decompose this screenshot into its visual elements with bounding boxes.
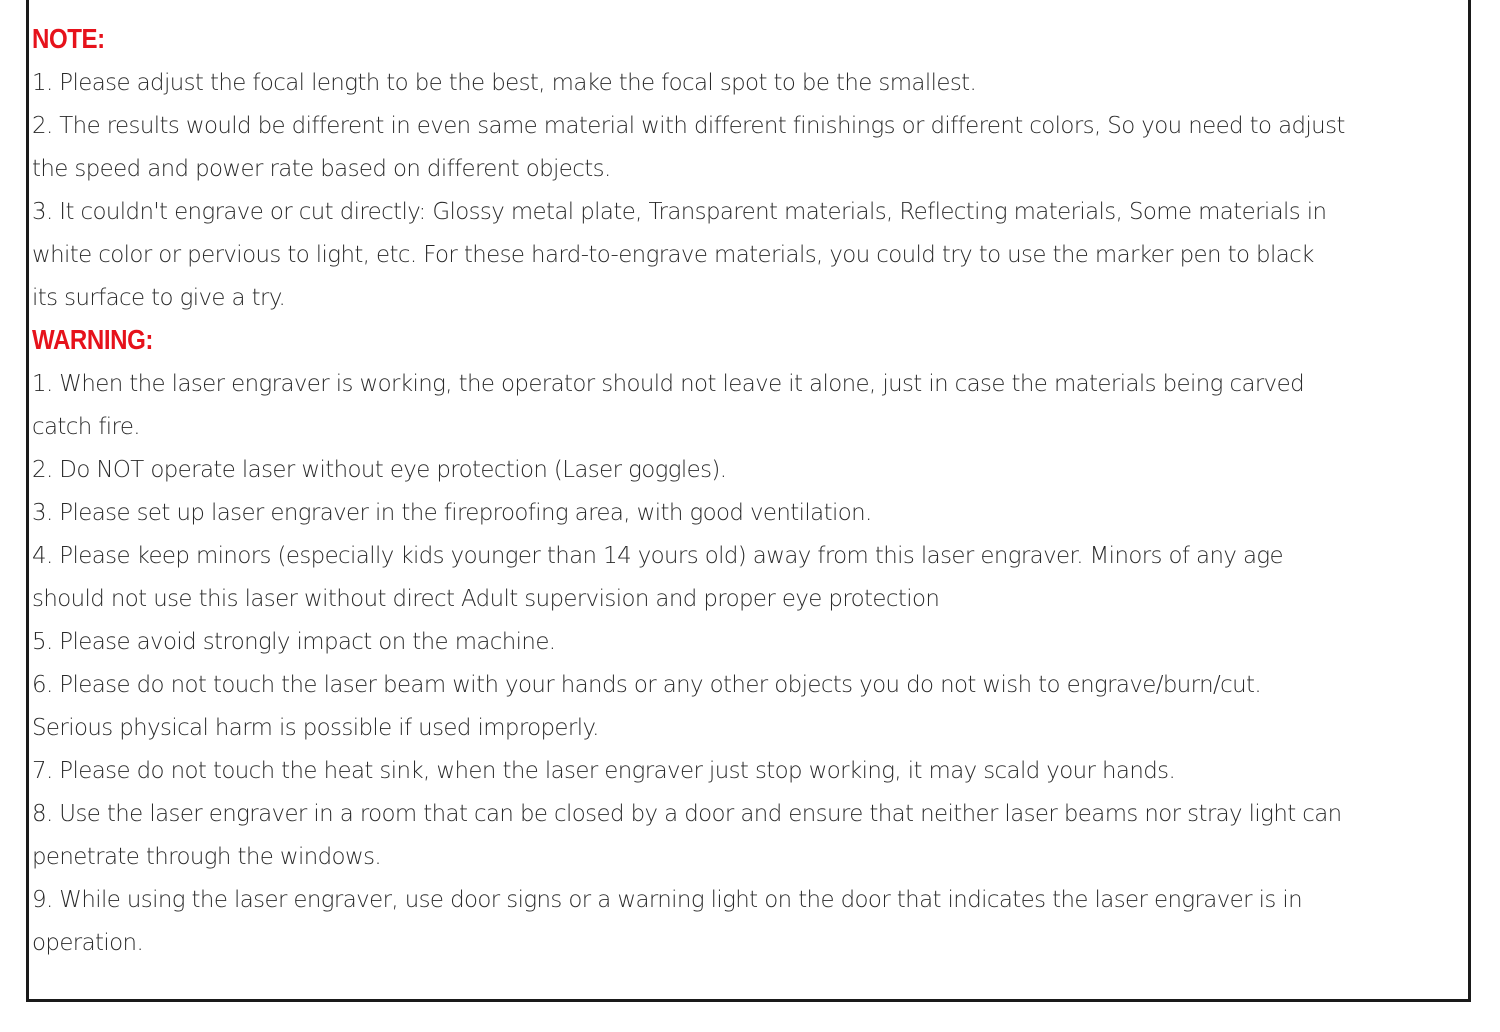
note-line: 2. The results would be different in even same material with different finishings or different colors, So you need to adjust xyxy=(32,113,1345,139)
warning-line: 4. Please keep minors (especially kids younger than 14 yours old) away from this laser engraver. Minors of any age xyxy=(32,543,1284,569)
note-line: its surface to give a try. xyxy=(32,285,286,311)
warning-heading: WARNING: xyxy=(32,324,153,355)
note-line: 3. It couldn't engrave or cut directly: Glossy metal plate, Transparent materials, Reflecting materials, Some materials in xyxy=(32,199,1327,225)
note-line: white color or pervious to light, etc. For these hard-to-engrave materials, you could try to use the marker pen to black xyxy=(32,242,1314,268)
warning-line: 3. Please set up laser engraver in the fireproofing area, with good ventilation. xyxy=(32,500,872,526)
warning-line: Serious physical harm is possible if used improperly. xyxy=(32,715,599,741)
notice-content xyxy=(32,19,1472,965)
note-heading: NOTE: xyxy=(32,23,105,54)
warning-line: 1. When the laser engraver is working, the operator should not leave it alone, just in case the materials being carved xyxy=(32,371,1305,397)
warning-line: penetrate through the windows. xyxy=(32,844,382,870)
warning-line: should not use this laser without direct Adult supervision and proper eye protection xyxy=(32,586,940,612)
warning-line: 7. Please do not touch the heat sink, when the laser engraver just stop working, it may scald your hands. xyxy=(32,758,1176,784)
warning-line: 5. Please avoid strongly impact on the machine. xyxy=(32,629,556,655)
warning-line: catch fire. xyxy=(32,414,140,440)
note-line: 1. Please adjust the focal length to be the best, make the focal spot to be the smallest. xyxy=(32,70,977,96)
warning-line: 9. While using the laser engraver, use door signs or a warning light on the door that indicates the laser engraver is in xyxy=(32,887,1303,913)
note-line: the speed and power rate based on different objects. xyxy=(32,156,611,182)
warning-line: 2. Do NOT operate laser without eye protection (Laser goggles). xyxy=(32,457,727,483)
warning-line: 6. Please do not touch the laser beam with your hands or any other objects you do not wish to engrave/burn/cut. xyxy=(32,672,1262,698)
warning-line: operation. xyxy=(32,930,144,956)
warning-line: 8. Use the laser engraver in a room that can be closed by a door and ensure that neither laser beams nor stray light can xyxy=(32,801,1342,827)
